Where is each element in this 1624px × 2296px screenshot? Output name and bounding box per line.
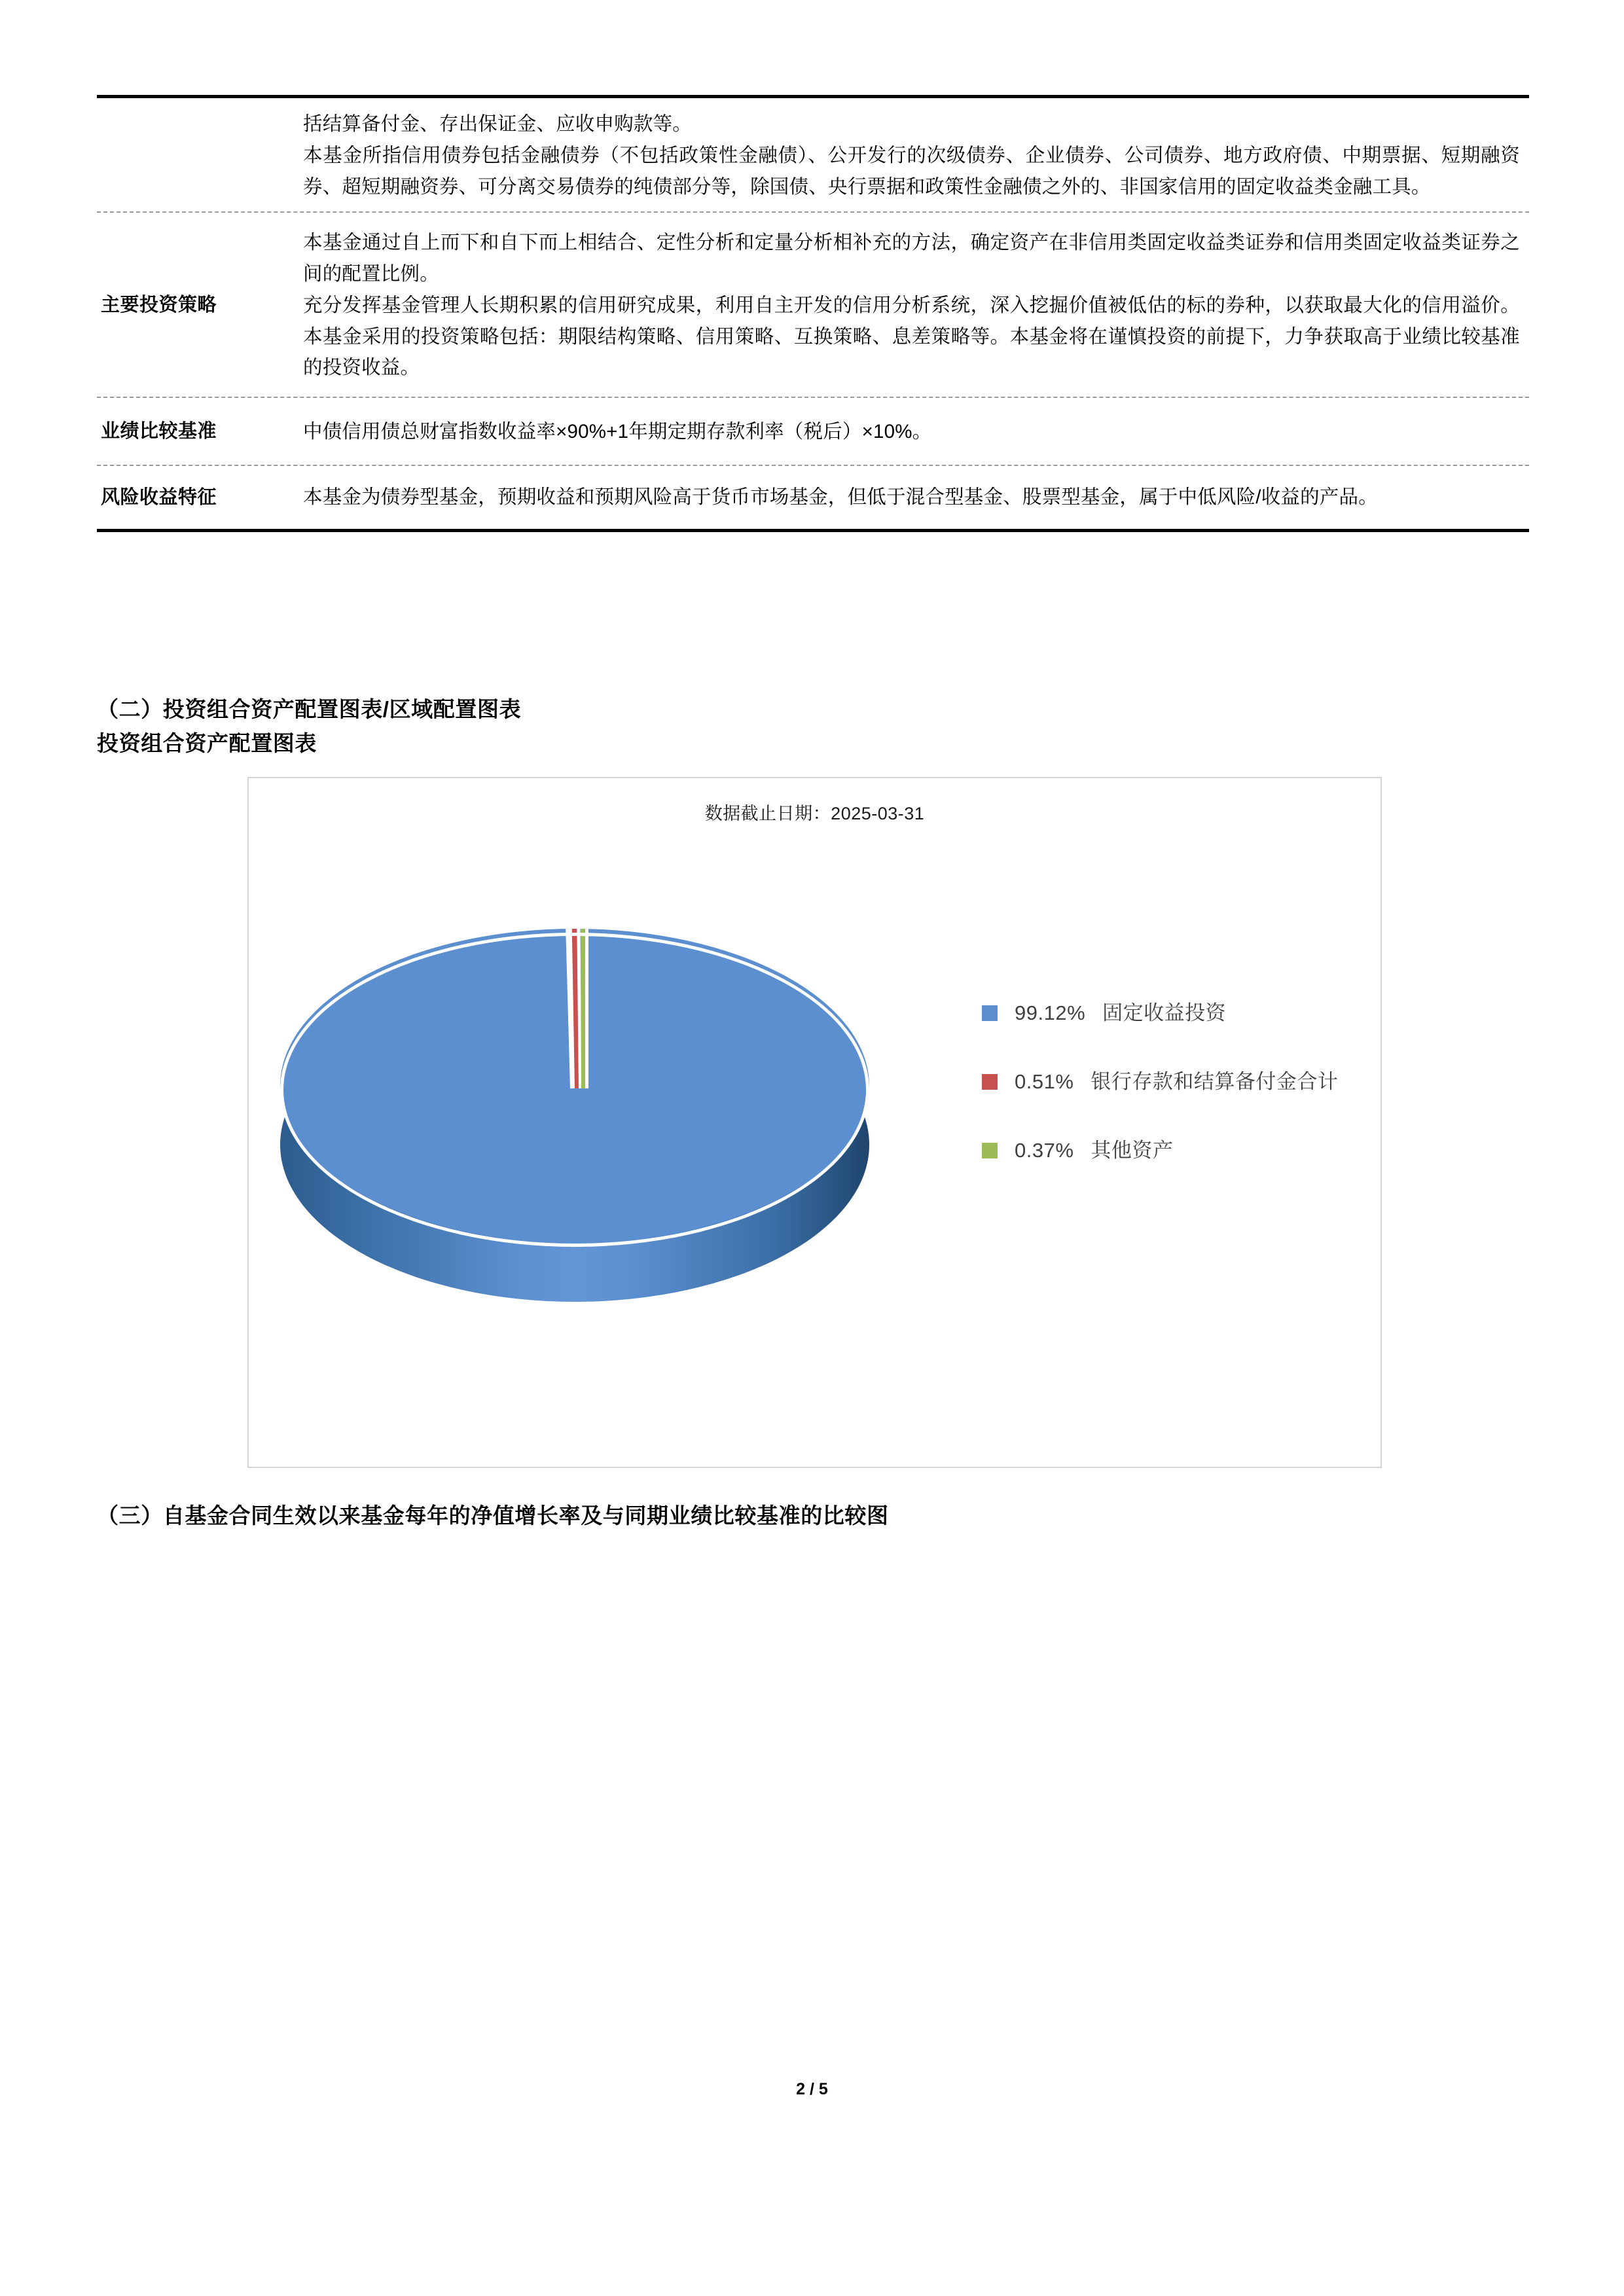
portfolio-allocation-chart xyxy=(247,777,1382,1468)
table-row-value xyxy=(290,98,1529,211)
chart-legend xyxy=(982,997,1348,1204)
page-footer: 2 / 5 xyxy=(796,2080,828,2098)
section-heading-three: （三）自基金合同生效以来基金每年的净值增长率及与同期业绩比较基准的比较图 xyxy=(97,1503,889,1528)
legend-label: 固定收益投资 xyxy=(1102,1001,1227,1024)
legend-swatch-icon xyxy=(982,1143,998,1158)
table-row xyxy=(97,213,1529,398)
table-row-value xyxy=(290,213,1529,397)
paragraph: 本基金通过自上而下和自下而上相结合、定性分析和定量分析相补充的方法，确定资产在非信用类固定收益类证券和信用类固定收益类证券之间的配置比例。 xyxy=(303,232,1520,285)
legend-swatch-icon xyxy=(982,1005,998,1021)
table-row xyxy=(97,398,1529,466)
legend-item xyxy=(982,1066,1348,1097)
legend-label: 银行存款和结算备付金合计 xyxy=(1091,1070,1339,1094)
legend-text xyxy=(1015,1066,1338,1097)
paragraph: 本基金所指信用债券包括金融债券（不包括政策性金融债）、公开发行的次级债券、企业债券、公司债券、地方政府债、中期票据、短期融资券、超短期融资券、可分离交易债券的纯债部分等，除国债、央行票据和政策性金融债之外的、非国家信用的固定收益类金融工具。 xyxy=(303,144,1520,198)
legend-item xyxy=(982,1135,1348,1166)
table-row-value xyxy=(290,398,1529,465)
paragraph: 括结算备付金、存出保证金、应收申购款等。 xyxy=(303,113,693,135)
legend-label: 其他资产 xyxy=(1091,1139,1174,1162)
subsection-heading-portfolio-chart: 投资组合资产配置图表 xyxy=(97,731,317,755)
legend-swatch-icon xyxy=(982,1074,998,1090)
paragraph: 中债信用债总财富指数收益率×90%+1年期定期存款利率（税后）×10%。 xyxy=(303,421,932,443)
paragraph: 充分发挥基金管理人长期积累的信用研究成果，利用自主开发的信用分析系统，深入挖掘价值被低估的标的券种，以获取最大化的信用溢价。本基金采用的投资策略包括：期限结构策略、信用策略、互换策略、息差策略等。本基金将在谨慎投资的前提下，力争获取高于业绩比较基准的投资收益。 xyxy=(303,294,1520,379)
pie-chart-graphic xyxy=(280,929,869,1328)
table-row xyxy=(97,466,1529,529)
legend-percent: 99.12% xyxy=(1015,1001,1086,1024)
legend-item xyxy=(982,997,1348,1028)
legend-percent: 0.51% xyxy=(1015,1070,1074,1094)
section-heading-two: （二）投资组合资产配置图表/区域配置图表 xyxy=(97,697,522,721)
fund-info-table xyxy=(97,95,1529,532)
legend-text xyxy=(1015,997,1226,1028)
legend-text xyxy=(1015,1135,1173,1166)
chart-title: 数据截止日期：2025-03-31 xyxy=(704,804,925,823)
table-row-value xyxy=(290,466,1529,529)
table-row-label: 主要投资策略 xyxy=(101,294,217,315)
table-row xyxy=(97,98,1529,213)
legend-percent: 0.37% xyxy=(1015,1139,1074,1162)
table-row-label: 风险收益特征 xyxy=(101,486,217,508)
pie-slice-separator xyxy=(585,929,588,1088)
pie-top-face xyxy=(280,929,869,1243)
table-row-label: 业绩比较基准 xyxy=(101,421,217,442)
paragraph: 本基金为债券型基金，预期收益和预期风险高于货币市场基金，但低于混合型基金、股票型基金，属于中低风险/收益的产品。 xyxy=(303,486,1378,509)
